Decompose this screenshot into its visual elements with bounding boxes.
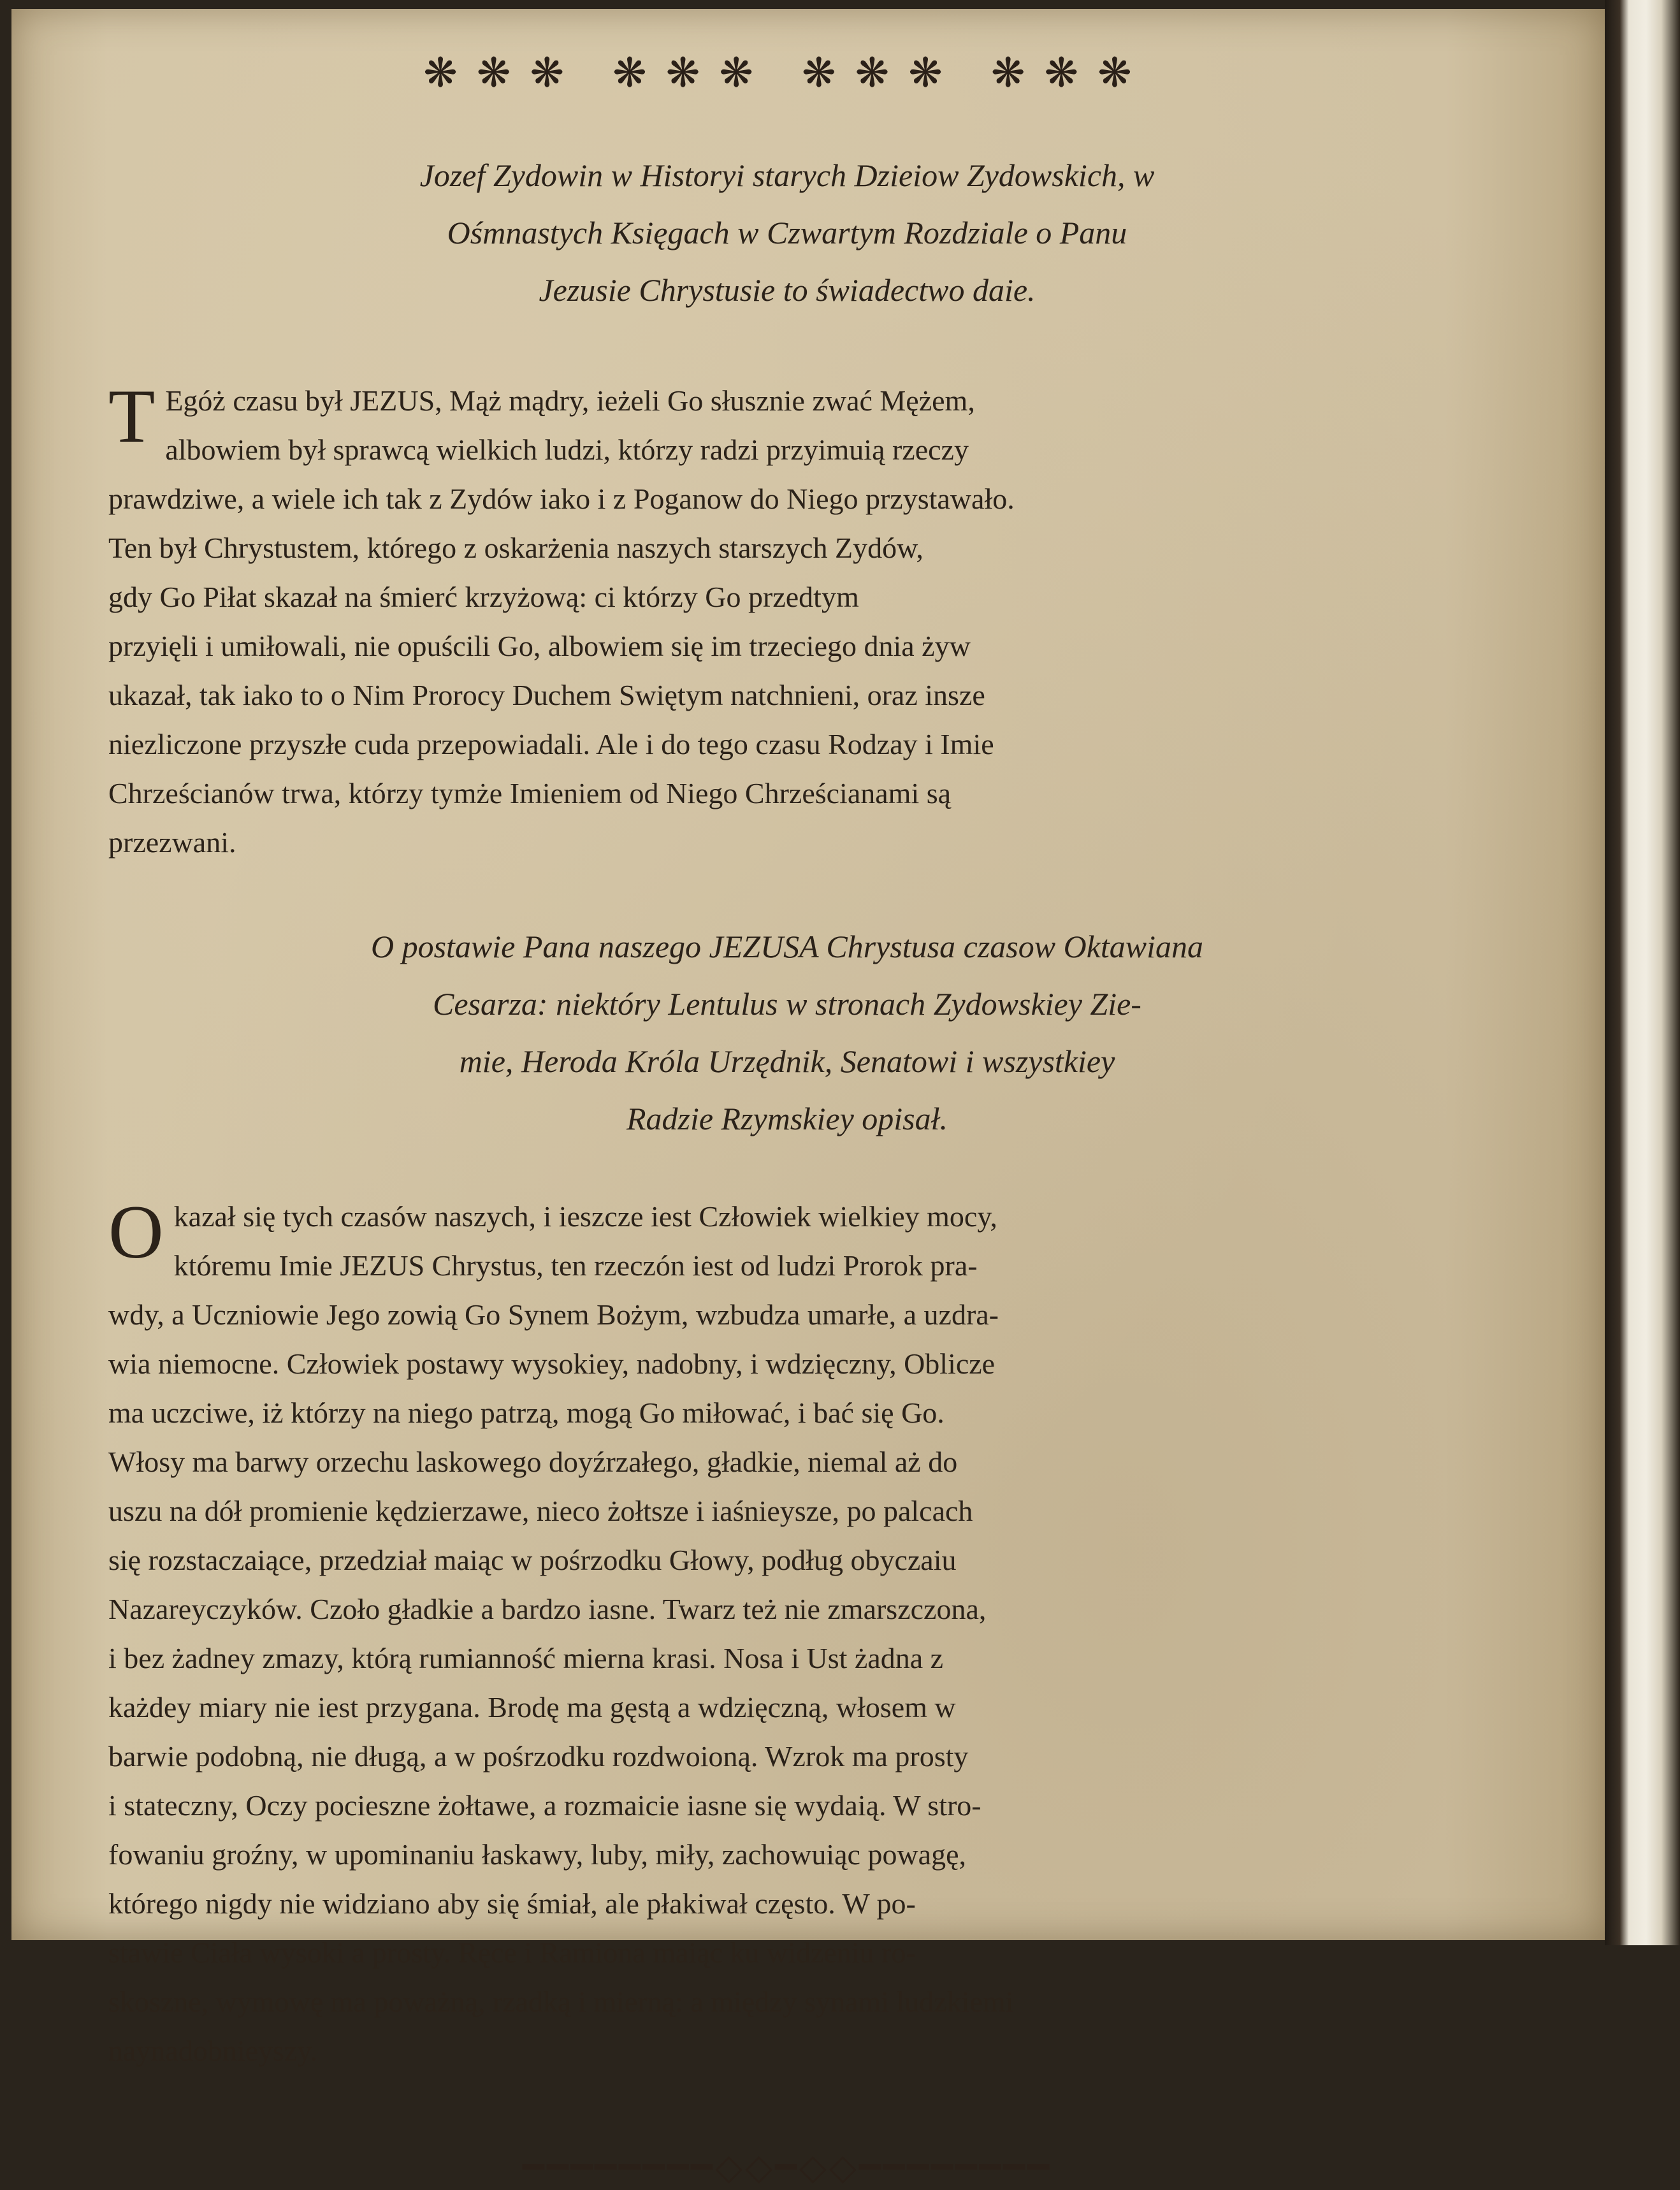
heading-line: mie, Heroda Króla Urzędnik, Senatowi i wszystkiey	[459, 1043, 1115, 1079]
paragraph-lentulus	[108, 1189, 1466, 2075]
text-line: ukazał, tak iako to o Nim Prorocy Duchem Swiętym natchnieni, oraz insze	[108, 679, 985, 711]
text-line: Nazareyczyków. Czoło gładkie a bardzo iasne. Twarz też nie zmarszczona,	[108, 1593, 987, 1625]
text-line: Ten był Chrystustem, którego z oskarżenia naszych starszych Zydów,	[108, 532, 923, 564]
text-line: i stateczny, Oczy pocieszne żołtawe, a rozmaicie iasne się wydaią. W stro-	[108, 1789, 981, 1822]
text-line: każdey miary nie iest przygana. Brodę ma gęstą a wdzięczną, włosem w	[108, 1691, 956, 1723]
text-line: barwie podobną, nie długą, a w pośrzodku rozdwoioną. Wzrok ma prosty	[108, 1740, 969, 1773]
heading-line: Jezusie Chrystusie to świadectwo daie.	[539, 272, 1036, 308]
drop-cap: O	[108, 1189, 164, 1274]
text-line: przyięli i umiłowali, nie opuścili Go, albowiem się im trzeciego dnia żyw	[108, 630, 971, 662]
text-line: Egóż czasu był JEZUS, Mąż mądry, ieżeli Go słusznie zwać Mężem,	[165, 384, 975, 417]
heading-line: O postawie Pana naszego JEZUSA Chrystusa czasow Oktawiana	[370, 929, 1204, 964]
top-ornament: ❋❋❋ ❋❋❋ ❋❋❋ ❋❋❋	[423, 50, 1151, 96]
drop-cap: T	[108, 373, 156, 458]
text-line: niezliczone przyszłe cuda przepowiadali. Ale i do tego czasu Rodzay i Imie	[108, 728, 994, 760]
text-line: przezwani.	[108, 826, 236, 859]
text-line: fowaniu groźny, w upominaniu łaskawy, luby, miły, zachowuiąc powagę,	[108, 1838, 966, 1871]
text-line: wdy, a Uczniowie Jego zowią Go Synem Bożym, wzbudza umarłe, a uzdra-	[108, 1298, 999, 1331]
text-line: Włosy ma barwy orzechu laskowego doyźrzałego, gładkie, niemal aż do	[108, 1446, 958, 1478]
text-line: którego nigdy nie widziano aby się śmiał, ale płakiwał często. W po-	[108, 1887, 916, 1920]
text-line: naynadobnieyszy.	[108, 2034, 317, 2067]
text-line: prawdziwe, a wiele ich tak z Zydów iako i z Poganow do Niego przystawało.	[108, 482, 1015, 515]
text-line: albowiem był sprawcą wielkich ludzi, którzy radzi przyimuią rzeczy	[165, 433, 969, 466]
heading-line: Ośmnastych Księgach w Czwartym Rozdziale o Panu	[447, 215, 1127, 250]
text-line: się rozstaczaiące, przedział maiąc w pośrzodku Głowy, podług obyczaiu	[108, 1544, 957, 1576]
heading-josephus	[108, 147, 1466, 319]
text-line: ma uczciwe, iż którzy na niego patrzą, mogą Go miłować, i bać się Go.	[108, 1396, 945, 1429]
text-line: kazał się tych czasów naszych, i ieszcze iest Człowiek wielkiey mocy,	[173, 1200, 997, 1233]
text-line: uszu na dół promienie kędzierzawe, nieco żołtsze i iaśnieysze, po palcach	[108, 1495, 973, 1527]
heading-line: Radzie Rzymskiey opisał.	[626, 1101, 948, 1136]
text-line: któremu Imie JEZUS Chrystus, ten rzeczón iest od ludzi Prorok pra-	[173, 1249, 978, 1282]
heading-lentulus	[108, 918, 1466, 1147]
heading-line: Cesarza: niektóry Lentulus w stronach Zydowskiey Zie-	[433, 986, 1141, 1022]
paragraph-josephus	[108, 373, 1466, 867]
text-line: stawie Ciała wysoki a prosty. Ręce i Ramiona maiąc ku widzeniu ro-	[108, 1936, 916, 1969]
heading-line: Jozef Zydowin w Historyi starych Dzieiow Zydowskich, w	[419, 157, 1155, 193]
document-content	[108, 38, 1466, 2190]
text-line: skoszne, wymowę ma poważną, rzadką i mierną: a między synami ludzkiemi	[108, 1985, 1014, 2018]
book-edge	[1605, 0, 1680, 1945]
text-line: Chrześcianów trwa, którzy tymże Imieniem od Niego Chrześcianami są	[108, 777, 952, 809]
text-line: wia niemocne. Człowiek postawy wysokiey, nadobny, i wdzięczny, Oblicze	[108, 1347, 996, 1380]
text-line: i bez żadney zmazy, którą rumianność mierna krasi. Nosa i Ust żadna z	[108, 1642, 944, 1674]
text-line: gdy Go Piłat skazał na śmierć krzyżową: ci którzy Go przedtym	[108, 581, 859, 613]
bottom-ornament: ━━━━━━━━◇◇━◇◇━━━━━━━━	[523, 2148, 1052, 2187]
